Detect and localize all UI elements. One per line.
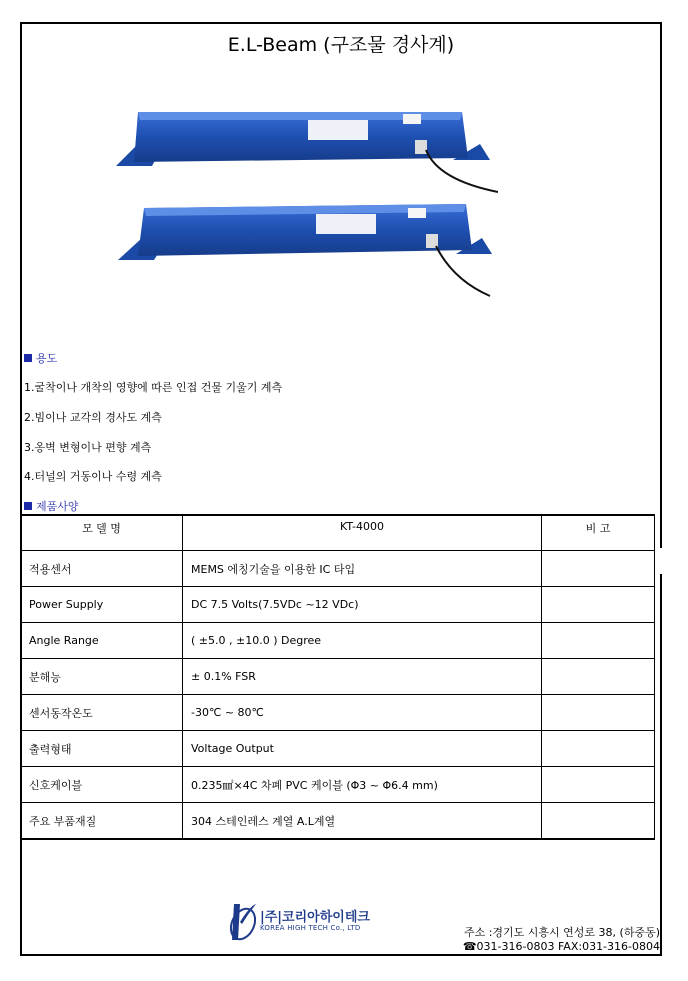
row-note [542, 587, 655, 623]
row-note [542, 659, 655, 695]
row-note [542, 623, 655, 659]
row-value: MEMS 에칭기술을 이용한 IC 타입 [183, 551, 542, 587]
page-title: E.L-Beam (구조물 경사계) [227, 34, 455, 56]
usage-item: 4.터널의 거동이나 수령 계측 [24, 470, 162, 483]
table-row [21, 803, 655, 840]
spec-table [20, 514, 655, 840]
row-label: 분해능 [21, 659, 183, 695]
row-value: 0.235㎟×4C 차폐 PVC 케이블 (Φ3 ~ Φ6.4 mm) [183, 767, 542, 803]
usage-item: 3.옹벽 변형이나 편향 계측 [24, 441, 152, 454]
row-value: -30℃ ~ 80℃ [183, 695, 542, 731]
square-bullet-icon [24, 502, 32, 510]
row-note [542, 803, 655, 840]
row-note [542, 731, 655, 767]
table-row [21, 587, 655, 623]
row-value: Voltage Output [183, 731, 542, 767]
row-label: 주요 부품재질 [21, 803, 183, 840]
company-name-ko: |주|코리아하이테크 [260, 910, 370, 925]
frame-gap [660, 548, 664, 574]
table-row [21, 695, 655, 731]
model-value-cell: KT-4000 [183, 515, 542, 551]
row-value: DC 7.5 Volts(7.5VDc ~12 VDc) [183, 587, 542, 623]
row-label: 신호케이블 [21, 767, 183, 803]
row-note [542, 767, 655, 803]
table-row [21, 623, 655, 659]
model-label-cell: 모 델 명 [21, 515, 183, 551]
table-row [21, 767, 655, 803]
table-row [21, 551, 655, 587]
note-label-cell: 비 고 [542, 515, 655, 551]
spec-heading: 제품사양 [24, 498, 79, 514]
square-bullet-icon [24, 354, 32, 362]
product-photo [108, 100, 498, 306]
row-label: Power Supply [21, 587, 183, 623]
row-value: ± 0.1% FSR [183, 659, 542, 695]
row-value: 304 스테인레스 계열 A.L계열 [183, 803, 542, 840]
row-note [542, 551, 655, 587]
table-row [21, 731, 655, 767]
beam-sensor-lower [118, 204, 492, 296]
usage-heading: 용도 [24, 350, 57, 366]
table-row [21, 659, 655, 695]
row-label: 센서동작온도 [21, 695, 183, 731]
usage-item: 2.빔이나 교각의 경사도 계측 [24, 411, 162, 424]
company-name-en: KOREA HIGH TECH Co., LTD [260, 924, 361, 932]
company-contact: ☎031-316-0803 FAX:031-316-0804 [462, 940, 660, 953]
row-value: ( ±5.0 , ±10.0 ) Degree [183, 623, 542, 659]
row-label: Angle Range [21, 623, 183, 659]
k-logo-icon [228, 900, 258, 944]
company-logo [228, 900, 388, 948]
beam-sensor-upper [116, 112, 498, 192]
usage-item: 1.굴착이나 개착의 영향에 따른 인접 건물 기울기 계측 [24, 381, 283, 394]
row-label: 출력형태 [21, 731, 183, 767]
company-address: 주소 :경기도 시흥시 연성로 38, (하중동) [463, 926, 660, 939]
table-header-row [21, 515, 655, 551]
row-label: 적용센서 [21, 551, 183, 587]
row-note [542, 695, 655, 731]
